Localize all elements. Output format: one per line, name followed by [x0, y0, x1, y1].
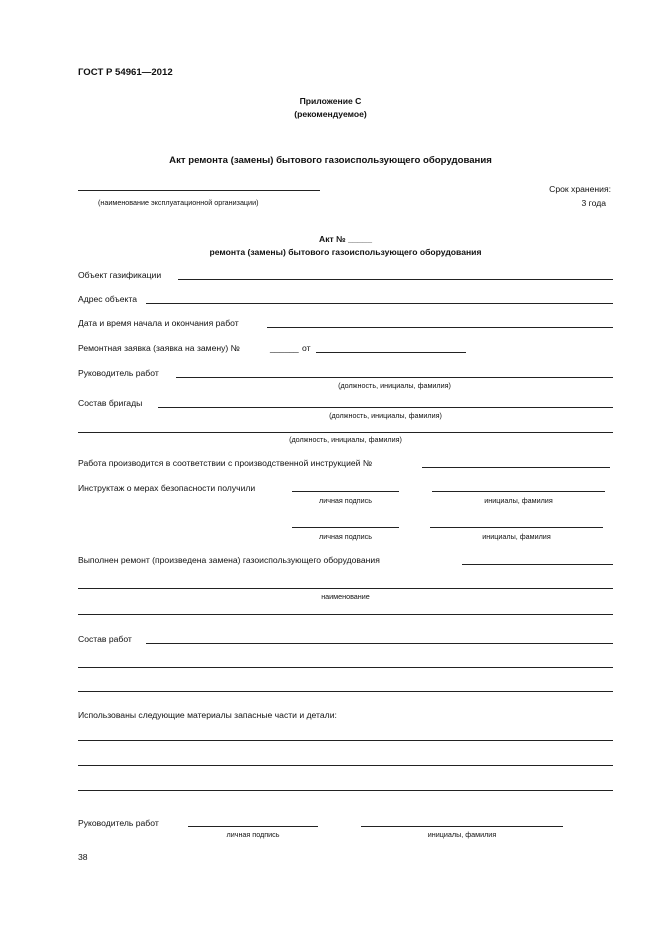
request-from-label: от [302, 343, 311, 353]
datetime-line[interactable] [267, 327, 613, 328]
object-line[interactable] [178, 279, 613, 280]
act-number: Акт № _____ [319, 234, 372, 244]
appendix-note: (рекомендуемое) [294, 109, 367, 119]
materials-label: Использованы следующие материалы запасные части и детали: [78, 710, 337, 720]
head-final-label: Руководитель работ [78, 818, 159, 828]
equipment-name-caption: наименование [321, 592, 370, 601]
materials-line-3[interactable] [78, 790, 613, 791]
works-line-2[interactable] [78, 667, 613, 668]
object-label: Объект газификации [78, 270, 162, 280]
repair-equipment-line-2[interactable] [78, 614, 613, 615]
address-label: Адрес объекта [78, 294, 138, 304]
document-title: Акт ремонта (замены) бытового газоиспользующего оборудования [169, 155, 492, 166]
head-final-initials-line[interactable] [361, 826, 563, 827]
briefing-initials-line-2[interactable] [430, 527, 603, 528]
works-line-3[interactable] [78, 691, 613, 692]
address-line[interactable] [146, 303, 613, 304]
briefing-signature-line-1[interactable] [292, 491, 399, 492]
team-line-1[interactable] [158, 407, 613, 408]
briefing-initials-line-1[interactable] [432, 491, 605, 492]
briefing-signature-caption-1: личная подпись [319, 496, 372, 505]
head-final-initials-caption: инициалы, фамилия [427, 830, 497, 839]
head-of-works-label: Руководитель работ [78, 368, 159, 378]
org-name-caption: (наименование эксплуатационной организации) [98, 198, 259, 207]
team-label: Состав бригады [78, 398, 143, 408]
briefing-initials-caption-1: инициалы, фамилия [484, 496, 553, 505]
request-date-line[interactable] [316, 352, 466, 353]
head-of-works-caption: (должность, инициалы, фамилия) [338, 381, 451, 390]
org-name-line[interactable] [78, 190, 320, 191]
materials-line-2[interactable] [78, 765, 613, 766]
standard-number: ГОСТ Р 54961—2012 [78, 67, 173, 78]
works-line-1[interactable] [146, 643, 613, 644]
request-number-blank[interactable]: ______ [270, 343, 299, 353]
storage-label: Срок хранения: [549, 184, 611, 194]
team-caption-2: (должность, инициалы, фамилия) [289, 435, 402, 444]
briefing-label: Инструктаж о мерах безопасности получили [78, 483, 256, 493]
head-final-signature-line[interactable] [188, 826, 318, 827]
briefing-signature-line-2[interactable] [292, 527, 399, 528]
materials-line-1[interactable] [78, 740, 613, 741]
page-number: 38 [78, 852, 88, 862]
briefing-signature-caption-2: личная подпись [319, 532, 372, 541]
works-label: Состав работ [78, 634, 132, 644]
repair-done-line[interactable] [462, 564, 613, 565]
repair-done-label: Выполнен ремонт (произведена замена) газоиспользующего оборудования [78, 555, 380, 565]
act-subtitle: ремонта (замены) бытового газоиспользующего оборудования [209, 247, 482, 257]
head-of-works-line[interactable] [176, 377, 613, 378]
instruction-label: Работа производится в соответствии с производственной инструкцией № [78, 458, 373, 468]
team-caption-1: (должность, инициалы, фамилия) [329, 411, 442, 420]
team-line-2[interactable] [78, 432, 613, 433]
head-final-signature-caption: личная подпись [226, 830, 280, 839]
repair-equipment-line-1[interactable] [78, 588, 613, 589]
appendix-label: Приложение С [299, 96, 362, 106]
storage-value: 3 года [581, 198, 606, 208]
request-label: Ремонтная заявка (заявка на замену) № [78, 343, 240, 353]
briefing-initials-caption-2: инициалы, фамилия [482, 532, 551, 541]
instruction-line[interactable] [422, 467, 610, 468]
datetime-label: Дата и время начала и окончания работ [78, 318, 239, 328]
